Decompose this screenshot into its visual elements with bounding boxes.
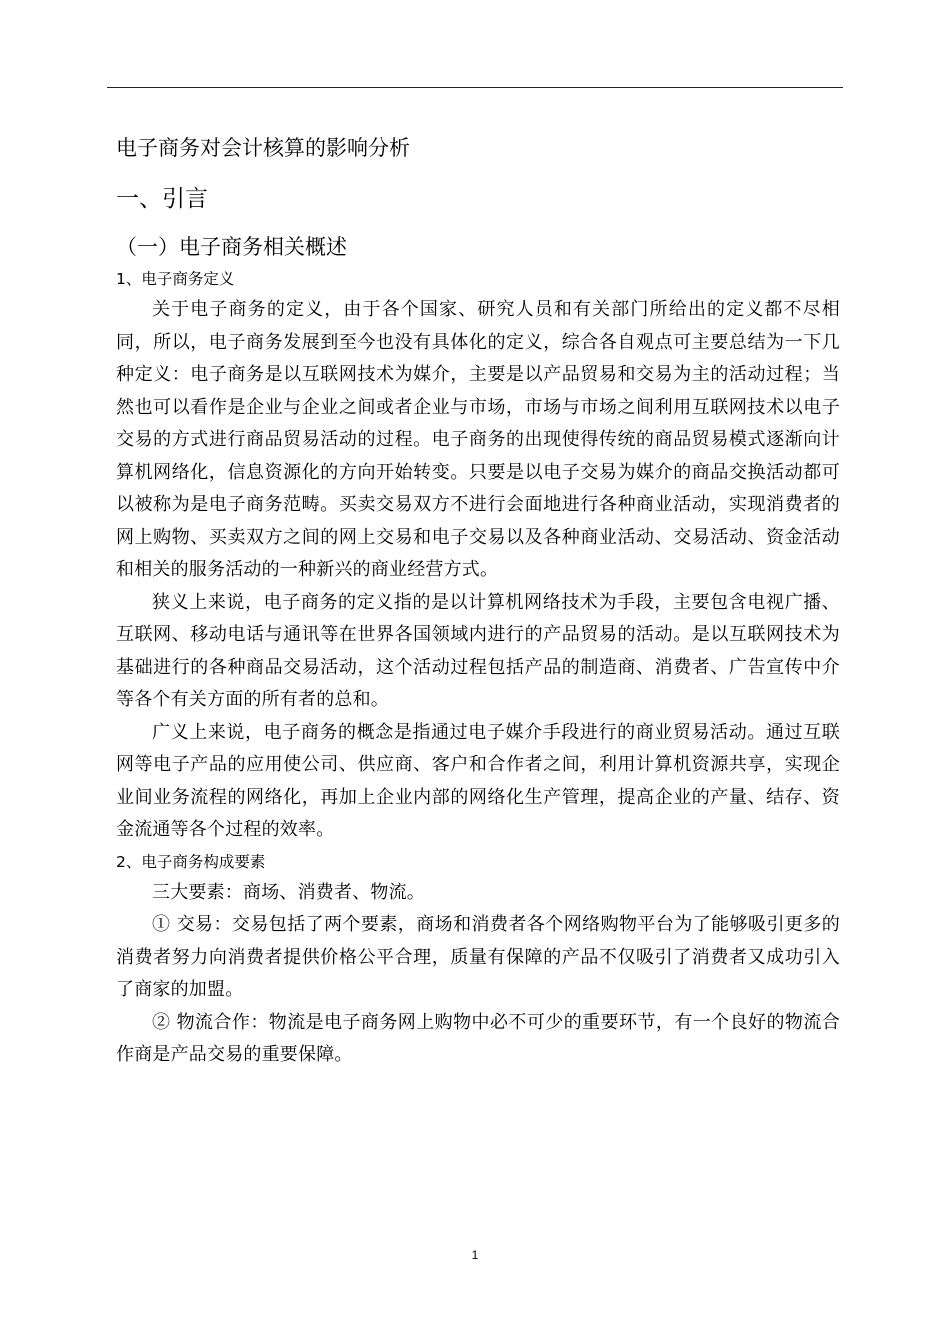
heading-definition: 1、电子商务定义 xyxy=(116,270,235,288)
subsection-heading-overview: （一）电子商务相关概述 xyxy=(116,235,347,259)
paragraph-broad-definition: 广义上来说，电子商务的概念是指通过电子媒介手段进行的商业贸易活动。通过互联网等电子产品的应用使公司、供应商、客户和合作者之间，利用计算机资源共享，实现企业间业务流程的网络化，再加上企业内部的网络化生产管理，提高企业的产量、结存、资金流通等各个过程的效率。 xyxy=(116,721,840,840)
document-body xyxy=(116,130,840,1072)
paragraph-three-elements: 三大要素：商场、消费者、物流。 xyxy=(152,881,425,903)
paragraph-transaction: ① 交易：交易包括了两个要素，商场和消费者各个网络购物平台为了能够吸引更多的消费者努力向消费者提供价格公平合理，质量有保障的产品不仅吸引了消费者又成功引入了商家的加盟。 xyxy=(116,914,840,1000)
page-number: 1 xyxy=(471,1248,479,1262)
paragraph-definition: 关于电子商务的定义，由于各个国家、研究人员和有关部门所给出的定义都不尽相同，所以，电子商务发展到至今也没有具体化的定义，综合各自观点可主要总结为一下几种定义：电子商务是以互联网技术为媒介，主要是以产品贸易和交易为主的活动过程；当然也可以看作是企业与企业之间或者企业与市场，市场与市场之间利用互联网技术以电子交易的方式进行商品贸易活动的过程。电子商务的出现使得传统的商品贸易模式逐渐向计算机网络化，信息资源化的方向开始转变。只要是以电子交易为媒介的商品交换活动都可以被称为是电子商务范畴。买卖交易双方不进行会面地进行各种商业活动，实现消费者的网上购物、买卖双方之间的网上交易和电子交易以及各种商业活动、交易活动、资金活动和相关的服务活动的一种新兴的商业经营方式。 xyxy=(116,299,840,580)
section-heading-introduction: 一、引言 xyxy=(116,186,208,212)
header-rule xyxy=(107,87,843,88)
document-title: 电子商务对会计核算的影响分析 xyxy=(116,136,410,160)
heading-elements: 2、电子商务构成要素 xyxy=(116,852,266,871)
paragraph-logistics: ② 物流合作：物流是电子商务网上购物中必不可少的重要环节，有一个良好的物流合作商是产品交易的重要保障。 xyxy=(116,1011,840,1065)
paragraph-narrow-definition: 狭义上来说，电子商务的定义指的是以计算机网络技术为手段，主要包含电视广播、互联网、移动电话与通讯等在世界各国领域内进行的产品贸易的活动。是以互联网技术为基础进行的各种商品交易活动，这个活动过程包括产品的制造商、消费者、广告宣传中介等各个有关方面的所有者的总和。 xyxy=(116,591,840,710)
